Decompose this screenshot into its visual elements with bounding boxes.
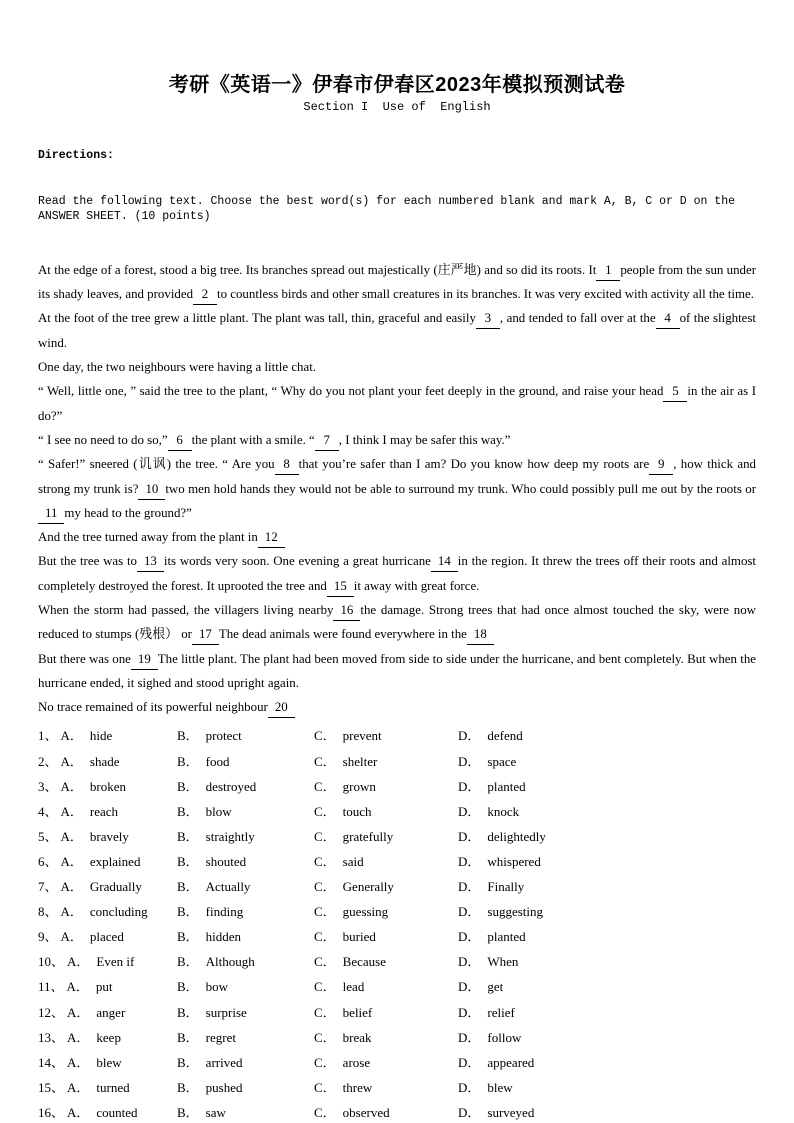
option-word-a: reach [89,803,119,819]
question-row [38,1025,756,1050]
question-row [38,799,756,824]
option-letter-b: B． [177,929,199,945]
option-a [38,723,177,748]
option-letter-a: A． [60,728,83,744]
blank-13: 13 [137,551,164,572]
option-letter-d: D． [458,828,481,844]
option-word-c: shelter [342,753,378,769]
option-a [38,799,177,824]
option-word-a: bravely [89,828,129,844]
option-letter-b: B． [177,1054,199,1070]
question-row [38,1000,756,1025]
option-letter-c: C． [314,1004,336,1020]
option-word-a: keep [96,1029,121,1045]
option-word-c: gratefully [342,828,394,844]
option-letter-c: C． [314,1104,336,1120]
blank-9: 9 [649,454,673,475]
blank-8: 8 [275,454,299,475]
passage-paragraph: No trace remained of its powerful neighbour 20 [38,695,756,719]
question-number: 11、 [38,979,64,995]
option-letter-d: D． [458,778,481,794]
option-a [38,1075,177,1100]
option-c [314,1050,458,1075]
option-letter-a: A． [67,1029,90,1045]
option-c [314,849,458,874]
question-number: 14、 [38,1054,65,1070]
option-word-b: surprise [205,1004,247,1020]
option-word-b: Actually [205,879,251,895]
option-word-b: hidden [205,929,242,945]
option-letter-c: C． [314,753,336,769]
option-word-b: bow [205,979,229,995]
option-word-b: Although [205,954,255,970]
option-c [314,949,458,974]
question-row [38,949,756,974]
option-a [38,849,177,874]
option-word-c: prevent [342,728,382,744]
question-number: 5、 [38,828,58,844]
option-letter-c: C． [314,778,336,794]
question-row [38,1050,756,1075]
option-letter-d: D． [458,1004,481,1020]
option-letter-a: A． [67,1054,90,1070]
option-word-d: knock [487,803,520,819]
option-letter-b: B． [177,778,199,794]
option-letter-b: B． [177,828,199,844]
option-letter-b: B． [177,1079,199,1095]
option-letter-b: B． [177,1029,199,1045]
option-b [177,749,314,774]
passage-paragraph: And the tree turned away from the plant in 12 [38,525,756,549]
question-list [38,723,756,1123]
blank-10: 10 [138,479,165,500]
option-c [314,799,458,824]
option-letter-c: C． [314,979,336,995]
question-number: 3、 [38,778,58,794]
option-word-c: Because [342,954,386,970]
option-d [458,749,756,774]
option-word-d: follow [487,1029,522,1045]
blank-19: 19 [131,649,158,670]
option-d [458,723,756,748]
option-letter-c: C． [314,803,336,819]
option-d [458,899,756,924]
directions-block [38,118,756,255]
option-word-d: surveyed [487,1104,535,1120]
option-letter-c: C． [314,1054,336,1070]
option-letter-b: B． [177,1104,199,1120]
question-row [38,849,756,874]
option-a [38,749,177,774]
option-letter-a: A． [66,979,89,995]
option-b [177,723,314,748]
option-letter-d: D． [458,853,481,869]
option-d [458,974,756,999]
option-word-d: delightedly [487,828,546,844]
passage-paragraph: “ Well, little one, ” said the tree to the plant, “ Why do you not plant your feet deeply in the ground, and raise your head 5 in the air as I do?” [38,379,756,428]
option-letter-c: C． [314,929,336,945]
option-letter-a: A． [67,1079,90,1095]
option-letter-a: A． [60,778,83,794]
option-letter-a: A． [60,828,83,844]
option-letter-b: B． [177,753,199,769]
question-number: 1、 [38,728,58,744]
option-letter-b: B． [177,904,199,920]
option-word-d: get [487,979,504,995]
blank-11: 11 [38,503,64,524]
option-d [458,799,756,824]
option-letter-a: A． [67,954,90,970]
option-b [177,774,314,799]
option-d [458,824,756,849]
blank-18: 18 [467,624,494,645]
option-word-a: hide [89,728,113,744]
option-letter-a: A． [67,1004,90,1020]
passage-paragraph: When the storm had passed, the villagers living nearby 16 the damage. Strong trees that had once almost touched the sky, were now reduced to stumps (残根） or 17 The dead animals were found everywhere in the 18 [38,598,756,647]
option-word-a: concluding [89,904,148,920]
blank-14: 14 [431,551,458,572]
question-row [38,749,756,774]
blank-20: 20 [268,697,295,718]
option-word-d: appeared [487,1054,535,1070]
option-letter-b: B． [177,803,199,819]
option-letter-c: C． [314,1029,336,1045]
question-number: 13、 [38,1029,65,1045]
option-letter-a: A． [60,803,83,819]
option-word-d: defend [487,728,523,744]
option-word-b: finding [205,904,244,920]
question-number: 15、 [38,1079,65,1095]
option-word-b: pushed [205,1079,243,1095]
passage-paragraph: “ I see no need to do so,” 6 the plant with a smile. “ 7 , I think I may be safer this way.” [38,428,756,452]
page-title: 考研《英语一》伊春市伊春区2023年模拟预测试卷 [168,74,626,96]
option-d [458,1025,756,1050]
question-number: 12、 [38,1004,65,1020]
option-letter-c: C． [314,879,336,895]
option-letter-c: C． [314,828,336,844]
option-b [177,974,314,999]
question-row [38,824,756,849]
option-word-d: whispered [487,853,541,869]
blank-1: 1 [596,260,620,281]
option-letter-c: C． [314,728,336,744]
option-letter-b: B． [177,954,199,970]
option-letter-b: B． [177,728,199,744]
option-letter-d: D． [458,803,481,819]
option-letter-c: C． [314,1079,336,1095]
option-letter-b: B． [177,879,199,895]
option-letter-d: D． [458,1079,481,1095]
option-letter-d: D． [458,904,481,920]
option-word-c: threw [342,1079,373,1095]
blank-2: 2 [193,284,217,305]
option-word-d: suggesting [487,904,544,920]
question-row [38,924,756,949]
option-a [38,774,177,799]
question-number: 8、 [38,904,58,920]
option-word-b: regret [205,1029,236,1045]
option-letter-d: D． [458,1054,481,1070]
question-number: 4、 [38,803,58,819]
option-b [177,1100,314,1123]
option-d [458,1000,756,1025]
option-d [458,924,756,949]
option-word-b: destroyed [205,778,257,794]
option-a [38,874,177,899]
option-word-a: Even if [96,954,135,970]
option-b [177,1000,314,1025]
option-letter-a: A． [60,929,83,945]
question-number: 10、 [38,954,65,970]
question-row [38,1100,756,1123]
option-c [314,974,458,999]
question-number: 16、 [38,1104,65,1120]
option-c [314,723,458,748]
option-d [458,1075,756,1100]
option-word-a: explained [89,853,141,869]
option-word-c: break [342,1029,372,1045]
option-word-b: blow [205,803,232,819]
option-letter-a: A． [60,879,83,895]
question-number: 7、 [38,879,58,895]
directions-label: Directions: [38,149,114,163]
option-b [177,824,314,849]
option-word-d: planted [487,778,526,794]
blank-15: 15 [327,576,354,597]
passage-paragraph: But there was one 19 The little plant. The plant had been moved from side to side under the hurricane, and bent completely. But when the hurricane ended, it sighed and stood upright again. [38,647,756,696]
option-a [38,899,177,924]
option-letter-d: D． [458,1104,481,1120]
option-d [458,949,756,974]
option-word-a: put [95,979,113,995]
option-letter-a: A． [60,853,83,869]
option-a [38,824,177,849]
option-word-a: Gradually [89,879,142,895]
option-word-b: shouted [205,853,247,869]
option-b [177,1025,314,1050]
blank-16: 16 [333,600,360,621]
option-c [314,824,458,849]
option-letter-c: C． [314,853,336,869]
option-d [458,849,756,874]
question-row [38,723,756,748]
option-word-c: guessing [342,904,389,920]
option-word-a: shade [89,753,120,769]
option-b [177,899,314,924]
blank-6: 6 [168,430,192,451]
option-c [314,874,458,899]
option-word-c: buried [342,929,376,945]
option-word-a: blew [96,1054,122,1070]
question-number: 9、 [38,929,58,945]
question-row [38,1075,756,1100]
option-a [38,1000,177,1025]
question-number: 6、 [38,853,58,869]
option-b [177,1050,314,1075]
option-letter-a: A． [60,753,83,769]
option-b [177,874,314,899]
option-c [314,1025,458,1050]
option-word-a: broken [89,778,127,794]
option-c [314,749,458,774]
option-letter-d: D． [458,728,481,744]
option-word-d: space [487,753,517,769]
option-letter-b: B． [177,853,199,869]
directions-text: Read the following text. Choose the best word(s) for each numbered blank and mark A, B, C or D on the ANSWER SHEET. (10 points) [38,195,742,224]
option-word-a: turned [96,1079,130,1095]
option-c [314,899,458,924]
option-letter-b: B． [177,979,199,995]
option-c [314,1075,458,1100]
passage-paragraph: At the edge of a forest, stood a big tree. Its branches spread out majestically (庄严地) and so did its roots. It 1 people from the sun under its shady leaves, and provided 2 to countless birds and other small creatures in its branches. It was very excited with activity all the time. [38,258,756,307]
option-word-b: protect [205,728,242,744]
option-letter-d: D． [458,879,481,895]
cloze-passage [38,258,756,720]
option-word-b: straightly [205,828,255,844]
option-word-a: counted [96,1104,138,1120]
option-b [177,1075,314,1100]
option-word-c: said [342,853,364,869]
option-word-c: grown [342,778,376,794]
option-word-c: arose [342,1054,371,1070]
option-letter-c: C． [314,904,336,920]
option-word-c: Generally [342,879,394,895]
option-a [38,1050,177,1075]
question-row [38,874,756,899]
option-word-d: planted [487,929,526,945]
question-row [38,899,756,924]
option-d [458,1100,756,1123]
option-word-a: anger [96,1004,126,1020]
option-letter-b: B． [177,1004,199,1020]
option-word-d: When [487,954,519,970]
option-word-a: placed [89,929,124,945]
question-row [38,774,756,799]
option-letter-d: D． [458,954,481,970]
option-word-c: belief [342,1004,373,1020]
option-word-d: relief [487,1004,515,1020]
blank-4: 4 [656,308,680,329]
option-a [38,924,177,949]
option-c [314,924,458,949]
option-d [458,1050,756,1075]
blank-12: 12 [258,527,285,548]
blank-7: 7 [315,430,339,451]
option-word-c: lead [342,979,365,995]
passage-paragraph: “ Safer!” sneered (讥讽) the tree. “ Are you 8 that you’re safer than I am? Do you know how deep my roots are 9 , how thick and strong my trunk is? 10 two men hold hands they would not be able to surround my trunk. Who could possibly pull me out by the roots or11 my head to the ground?” [38,452,756,525]
option-word-b: arrived [205,1054,243,1070]
option-a [38,974,177,999]
option-d [458,874,756,899]
option-letter-a: A． [60,904,83,920]
option-letter-c: C． [314,954,336,970]
option-letter-d: D． [458,979,481,995]
section-heading: Section I Use of English [303,100,491,114]
blank-3: 3 [476,308,500,329]
option-word-b: food [205,753,230,769]
question-row [38,974,756,999]
option-d [458,774,756,799]
passage-paragraph: But the tree was to 13 its words very soon. One evening a great hurricane 14 in the region. It threw the trees off their roots and almost completely destroyed the forest. It uprooted the tree and 15 it away with great force. [38,549,756,598]
option-b [177,849,314,874]
option-word-c: observed [342,1104,390,1120]
option-word-b: saw [205,1104,226,1120]
option-letter-d: D． [458,753,481,769]
option-b [177,949,314,974]
blank-5: 5 [663,381,687,402]
blank-17: 17 [192,624,219,645]
option-b [177,924,314,949]
option-a [38,949,177,974]
option-c [314,1000,458,1025]
option-letter-a: A． [67,1104,90,1120]
option-word-d: blew [487,1079,513,1095]
option-a [38,1025,177,1050]
passage-paragraph: One day, the two neighbours were having a little chat. [38,360,317,375]
option-letter-d: D． [458,1029,481,1045]
option-c [314,774,458,799]
question-number: 2、 [38,753,58,769]
option-word-c: touch [342,803,372,819]
option-c [314,1100,458,1123]
option-a [38,1100,177,1123]
option-b [177,799,314,824]
option-word-d: Finally [487,879,525,895]
passage-paragraph: At the foot of the tree grew a little plant. The plant was tall, thin, graceful and easily 3 , and tended to fall over at the 4 of the slightest wind. [38,306,756,355]
option-letter-d: D． [458,929,481,945]
